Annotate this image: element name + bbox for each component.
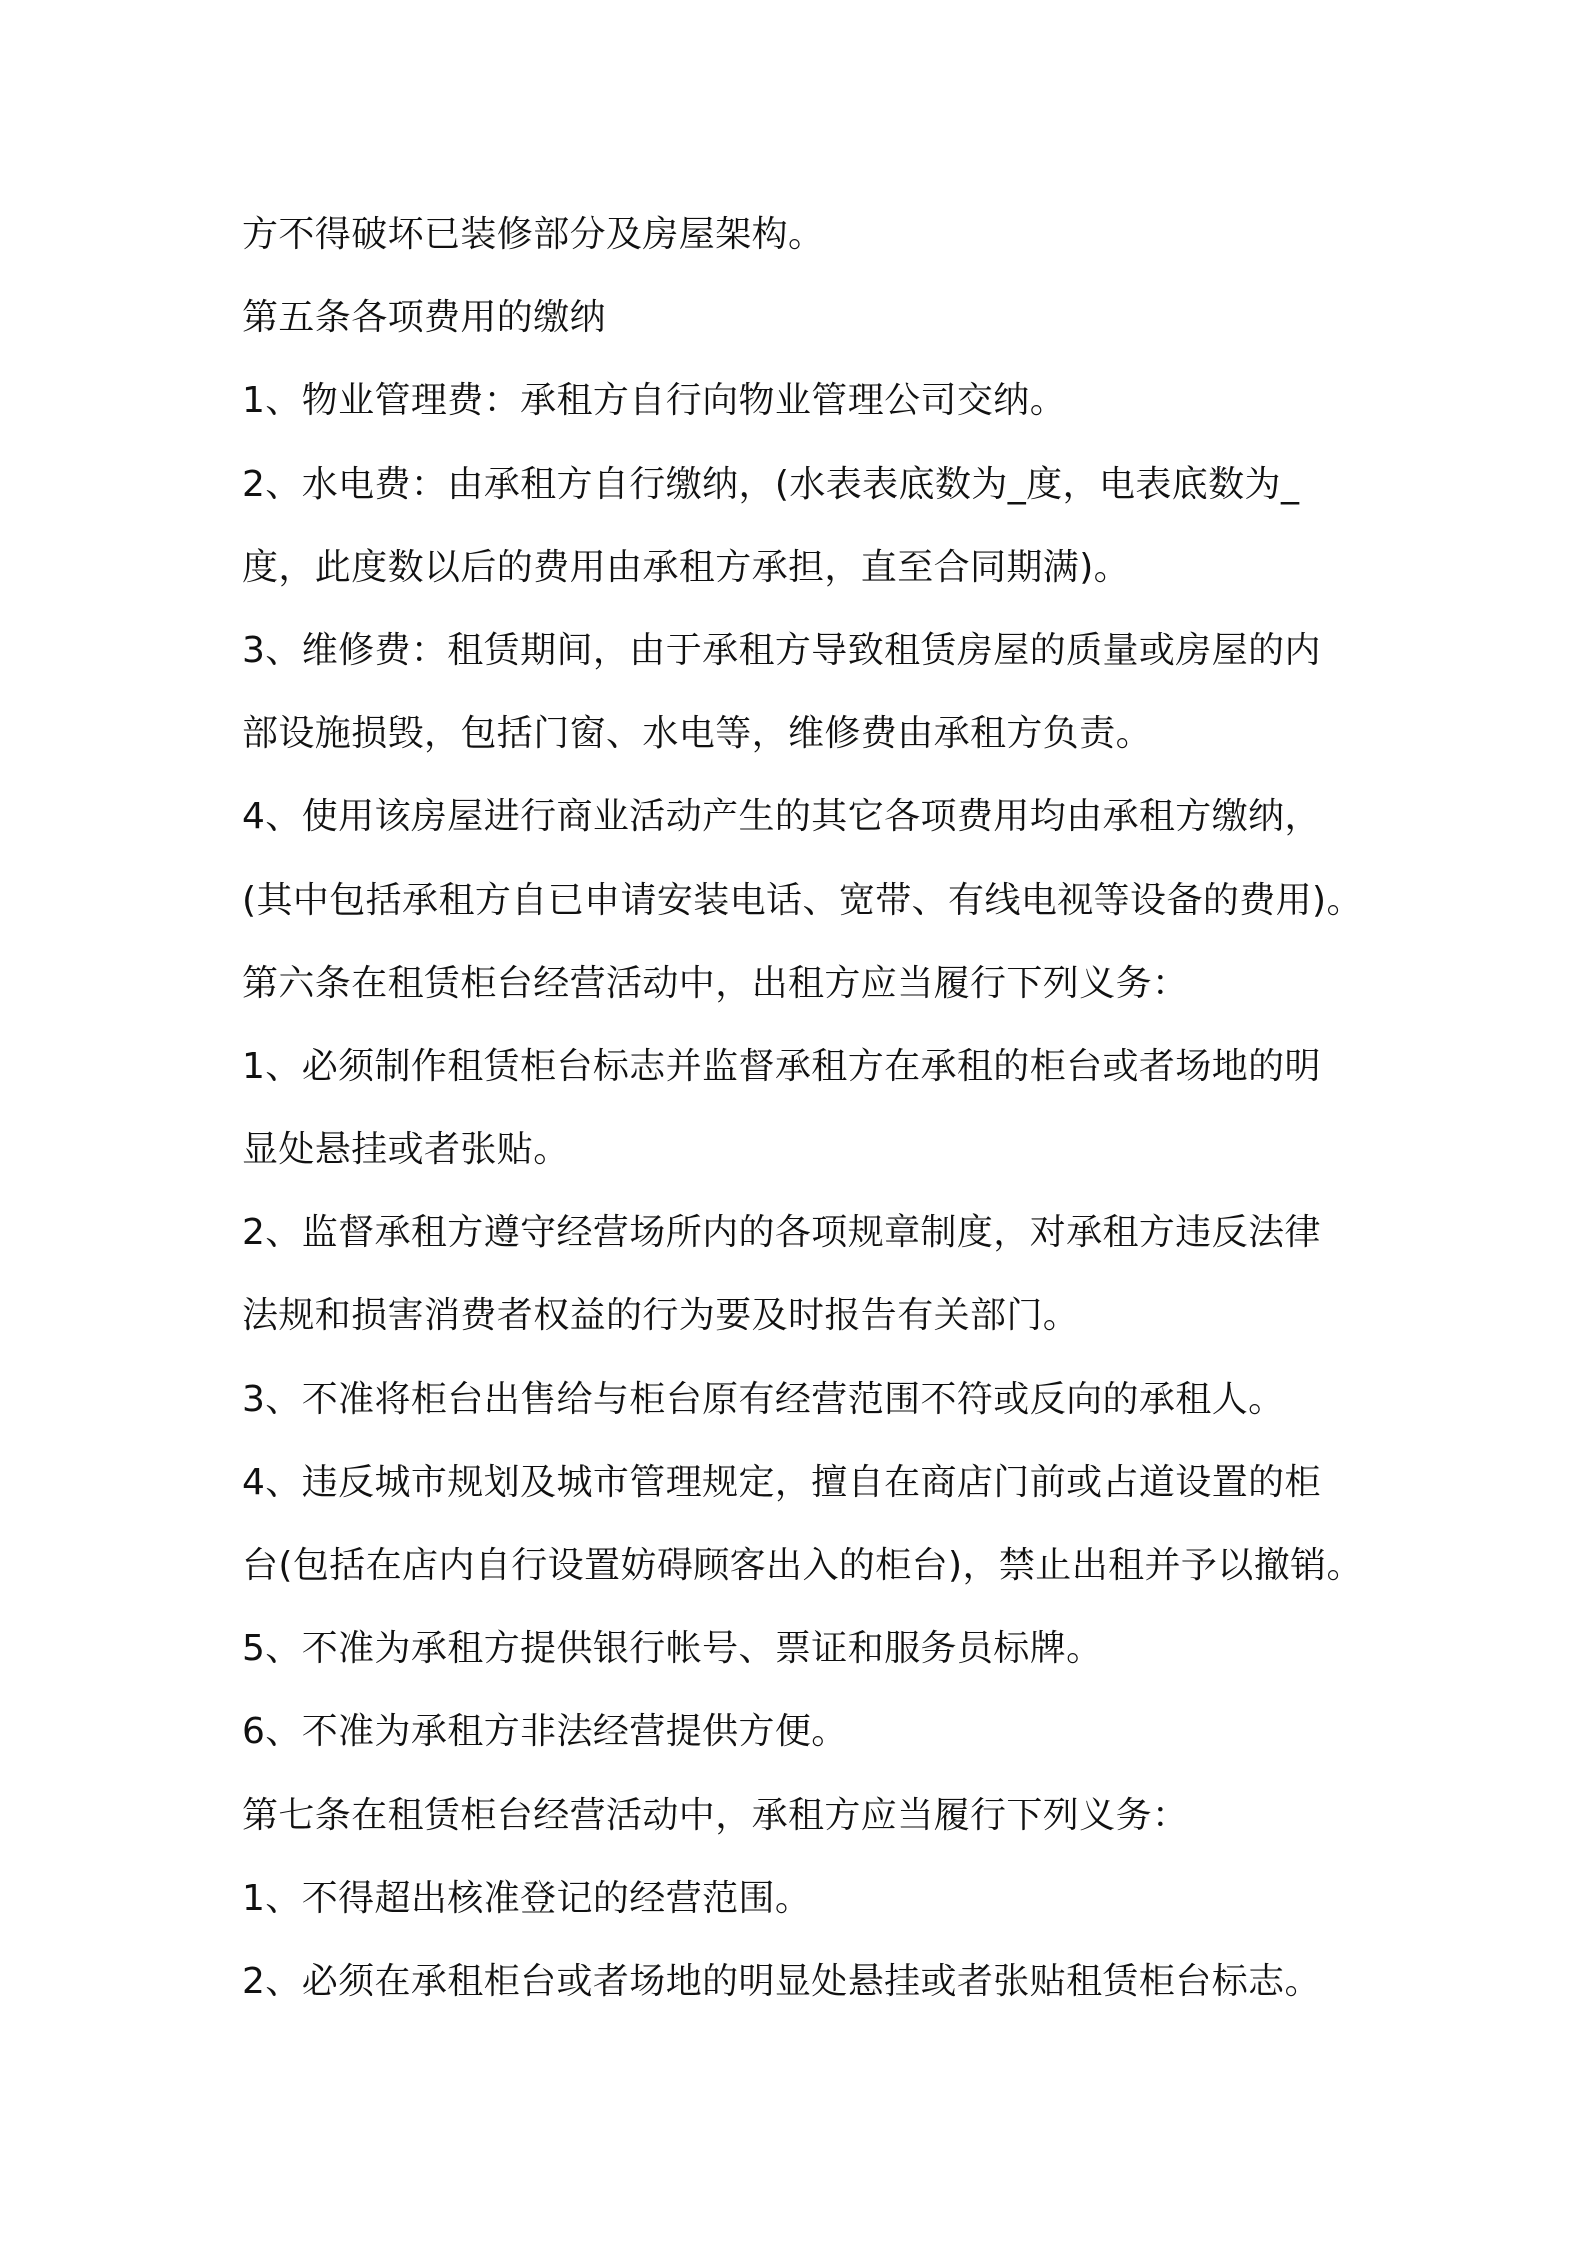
text-line: 3、维修费：租赁期间，由于承租方导致租赁房屋的质量或房屋的内 (242, 629, 1321, 671)
text-line: 4、违反城市规划及城市管理规定，擅自在商店门前或占道设置的柜 (242, 1461, 1321, 1503)
article-heading: 第七条在租赁柜台经营活动中，承租方应当履行下列义务： (242, 1794, 1189, 1836)
text-line: 2、水电费：由承租方自行缴纳，(水表表底数为_度，电表底数为_ (242, 463, 1300, 505)
text-line: 1、物业管理费：承租方自行向物业管理公司交纳。 (242, 380, 1067, 422)
text-line: 5、不准为承租方提供银行帐号、票证和服务员标牌。 (242, 1628, 1103, 1670)
document-body (242, 193, 1392, 2023)
text-line: 3、不准将柜台出售给与柜台原有经营范围不符或反向的承租人。 (242, 1378, 1285, 1420)
text-line: 2、必须在承租柜台或者场地的明显处悬挂或者张贴租赁柜台标志。 (242, 1960, 1321, 2002)
article-heading: 第六条在租赁柜台经营活动中，出租方应当履行下列义务： (242, 962, 1189, 1004)
text-line: 显处悬挂或者张贴。 (242, 1129, 570, 1171)
text-line: 台(包括在店内自行设置妨碍顾客出入的柜台)，禁止出租并予以撤销。 (242, 1545, 1363, 1586)
article-heading: 第五条各项费用的缴纳 (242, 297, 607, 339)
text-line: 1、不得超出核准登记的经营范围。 (242, 1877, 812, 1919)
text-line: 2、监督承租方遵守经营场所内的各项规章制度，对承租方违反法律 (242, 1212, 1321, 1254)
text-line: 度，此度数以后的费用由承租方承担，直至合同期满)。 (242, 546, 1131, 588)
text-line: 法规和损害消费者权益的行为要及时报告有关部门。 (242, 1295, 1080, 1337)
text-line: 方不得破坏已装修部分及房屋架构。 (242, 214, 825, 255)
text-line: 1、必须制作租赁柜台标志并监督承租方在承租的柜台或者场地的明 (242, 1045, 1321, 1087)
text-line: 6、不准为承租方非法经营提供方便。 (242, 1711, 848, 1753)
text-line: (其中包括承租方自已申请安装电话、宽带、有线电视等设备的费用)。 (242, 879, 1363, 921)
text-line: 4、使用该房屋进行商业活动产生的其它各项费用均由承租方缴纳， (242, 796, 1321, 838)
text-line: 部设施损毁，包括门窗、水电等，维修费由承租方负责。 (242, 713, 1153, 755)
